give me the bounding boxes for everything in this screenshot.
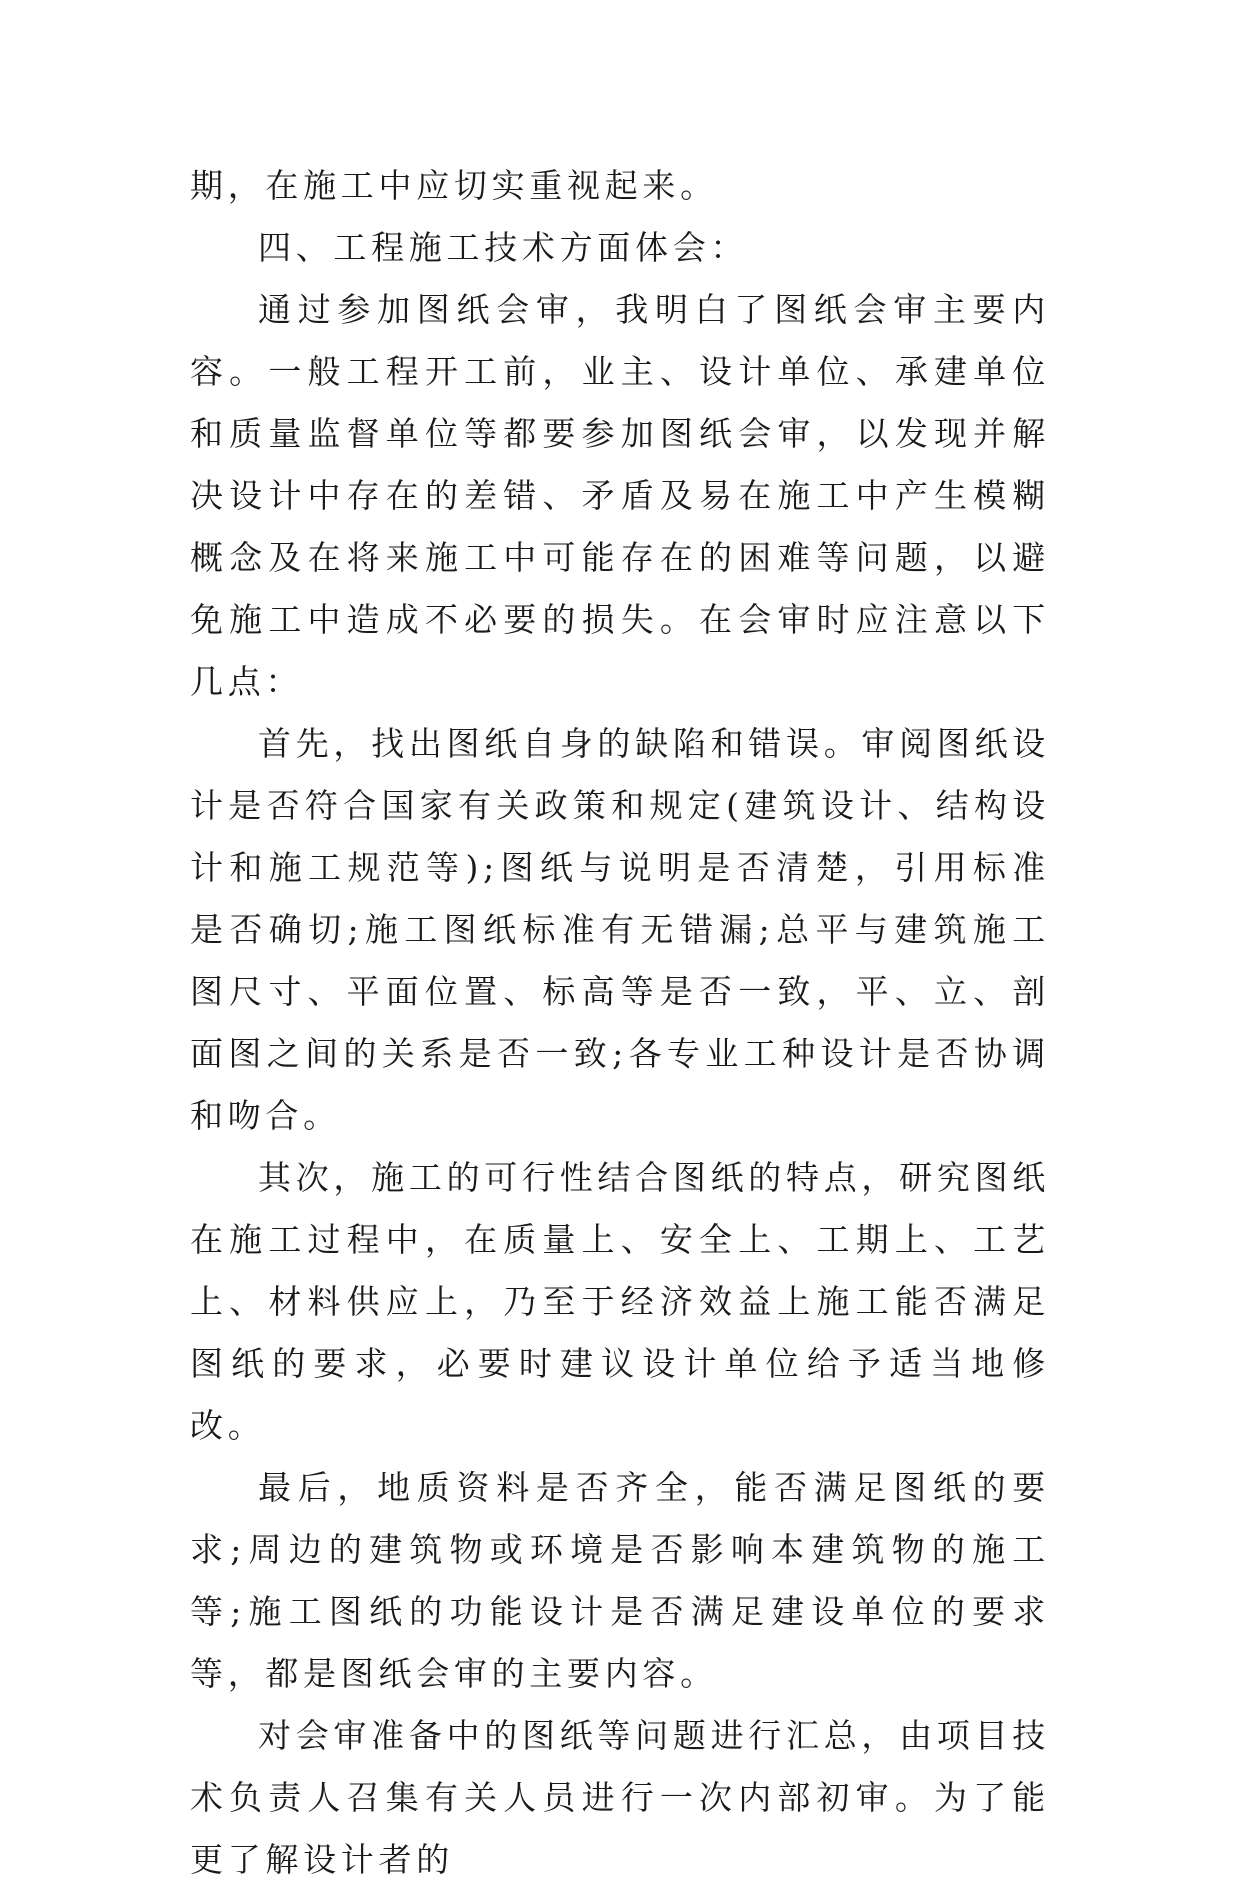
paragraph-review-intro: 通过参加图纸会审，我明白了图纸会审主要内容。一般工程开工前，业主、设计单位、承建单位和质量监督单位等都要参加图纸会审，以发现并解决设计中存在的差错、矛盾及易在施工中产生模糊概念及在将来施工中可能存在的困难等问题，以避免施工中造成不必要的损失。在会审时应注意以下几点： bbox=[190, 290, 1050, 701]
section-heading: 四、工程施工技术方面体会： bbox=[258, 228, 749, 267]
paragraph-first-point: 首先，找出图纸自身的缺陷和错误。审阅图纸设计是否符合国家有关政策和规定(建筑设计、结构设计和施工规范等);图纸与说明是否清楚，引用标准是否确切;施工图纸标准有无错漏;总平与建筑施工图尺寸、平面位置、标高等是否一致，平、立、剖面图之间的关系是否一致;各专业工种设计是否协调和吻合。 bbox=[190, 724, 1050, 1135]
document-body bbox=[190, 155, 1050, 1891]
paragraph-continuation: 期，在施工中应切实重视起来。 bbox=[190, 166, 718, 205]
paragraph-second-point: 其次，施工的可行性结合图纸的特点，研究图纸在施工过程中，在质量上、安全上、工期上、工艺上、材料供应上，乃至于经济效益上施工能否满足图纸的要求，必要时建议设计单位给予适当地修改。 bbox=[190, 1158, 1050, 1445]
paragraph-third-point: 最后，地质资料是否齐全，能否满足图纸的要求;周边的建筑物或环境是否影响本建筑物的施工等;施工图纸的功能设计是否满足建设单位的要求等，都是图纸会审的主要内容。 bbox=[190, 1468, 1050, 1693]
paragraph-summary: 对会审准备中的图纸等问题进行汇总，由项目技术负责人召集有关人员进行一次内部初审。为了能更了解设计者的 bbox=[190, 1716, 1050, 1879]
